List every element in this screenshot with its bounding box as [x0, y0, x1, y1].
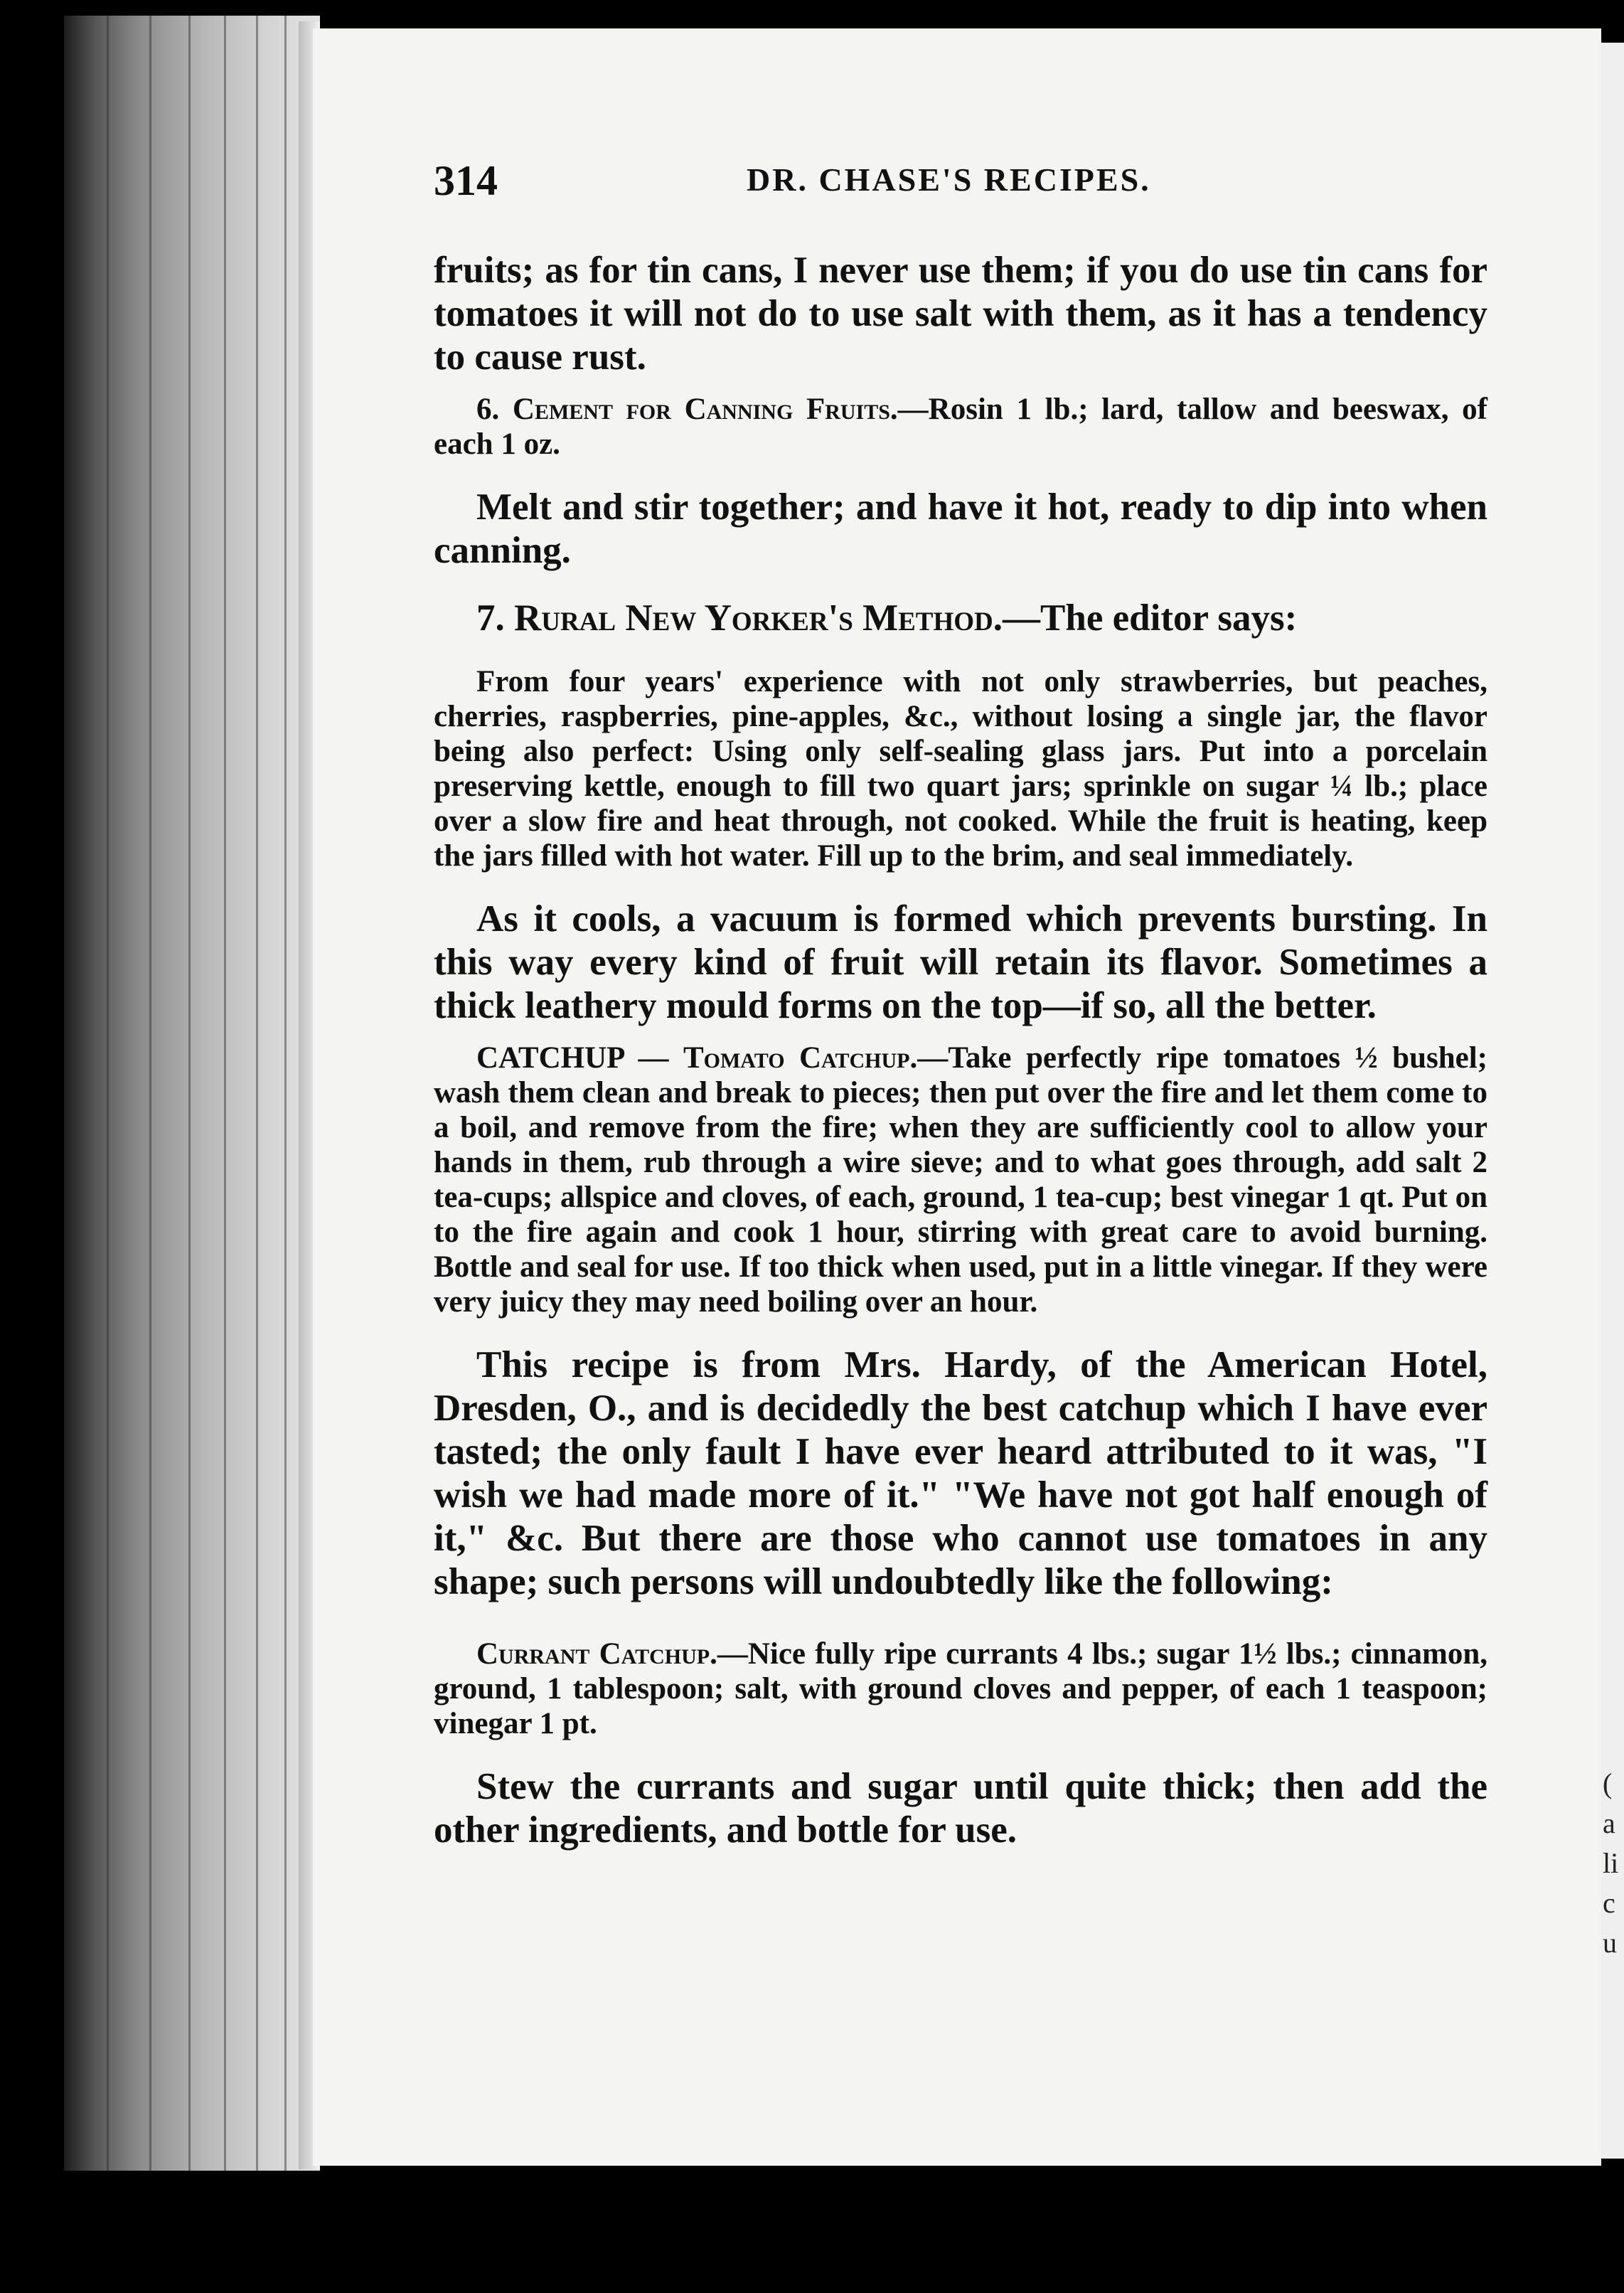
- recipe-heading: Tomato Catchup.: [683, 1041, 918, 1075]
- recipe-heading: Currant Catchup.: [476, 1637, 717, 1671]
- paragraph-mrs-hardy: This recipe is from Mrs. Hardy, of the American Hotel, Dresden, O., and is decidedly the best catchup which I have ever tasted; the only fault I have ever heard attributed to it was, "I wish we had made more of it." "We have not got half enough of it," &c. But there are those who cannot use tomatoes in any shape; such persons will undoubtedly like the following:: [434, 1344, 1487, 1602]
- quoted-method-text: From four years' experience with not only strawberries, but peaches, cherries, raspberries, pine-apples, &c., without losing a single jar, the flavor being also perfect: Using only self-sealing glass jars. Put into a porcelain preserving kettle, enough to fill two quart jars; sprinkle on sugar ¼ lb.; place over a slow fire and heat through, not cooked. While the fruit is heating, keep the jars filled with hot water. Fill up to the brim, and seal immediately.: [434, 665, 1487, 873]
- recipe-tomato-catchup: [434, 1041, 1487, 1319]
- recipe-heading: 7. Rural New Yorker's Method.: [476, 597, 1003, 639]
- section-lead: CATCHUP —: [476, 1041, 683, 1075]
- recipe-text: —Nice fully ripe currants 4 lbs.; sugar 1½ lbs.; cinnamon, ground, 1 tablespoon; salt, with ground cloves and pepper, of each 1 teaspoon; vinegar 1 pt.: [434, 1637, 1487, 1740]
- page-number: 314: [434, 157, 498, 204]
- paragraph-stew-currants: Stew the currants and sugar until quite thick; then add the other ingredients, and bottle for use.: [434, 1766, 1487, 1851]
- book-page: [313, 28, 1601, 2166]
- page-header: [434, 156, 1487, 220]
- book-page-edges: [64, 16, 320, 2171]
- recipe-text: —The editor says:: [1003, 597, 1298, 639]
- recipe-currant-catchup: [434, 1637, 1487, 1741]
- recipe-cement-for-canning: [434, 392, 1487, 462]
- facing-page-strip: [1601, 43, 1624, 2159]
- recipe-heading: 6. Cement for Canning Fruits.: [476, 393, 898, 426]
- paragraph-canning-continued: fruits; as for tin cans, I never use them; if you do use tin cans for tomatoes it will not do to use salt with them, as it has a tendency to cause rust.: [434, 250, 1487, 378]
- paragraph-vacuum: As it cools, a vacuum is formed which prevents bursting. In this way every kind of fruit will retain its flavor. Sometimes a thick leathery mould forms on the top—if so, all the better.: [434, 898, 1487, 1026]
- running-head: DR. CHASE'S RECIPES.: [747, 161, 1151, 198]
- recipe-text: —Take perfectly ripe tomatoes ½ bushel; wash them clean and break to pieces; then put over the fire and let them come to a boil, and remove from the fire; when they are sufficiently cool to allow your hands in them, rub through a wire sieve; and to what goes through, add salt 2 tea-cups; allspice and cloves, of each, ground, 1 tea-cup; best vinegar 1 qt. Put on to the fire again and cook 1 hour, stirring with great care to avoid burning. Bottle and seal for use. If too thick when used, put in a little vinegar. If they were very juicy they may need boiling over an hour.: [434, 1041, 1487, 1319]
- recipe-rural-new-yorker: [434, 597, 1487, 640]
- recipe-text: —Rosin 1 lb.; lard, tallow and beeswax, of each 1 oz.: [434, 393, 1487, 461]
- paragraph-melt-and-stir: Melt and stir together; and have it hot, ready to dip into when canning.: [434, 486, 1487, 571]
- facing-page-fragment: ( a li c u: [1603, 1767, 1619, 1959]
